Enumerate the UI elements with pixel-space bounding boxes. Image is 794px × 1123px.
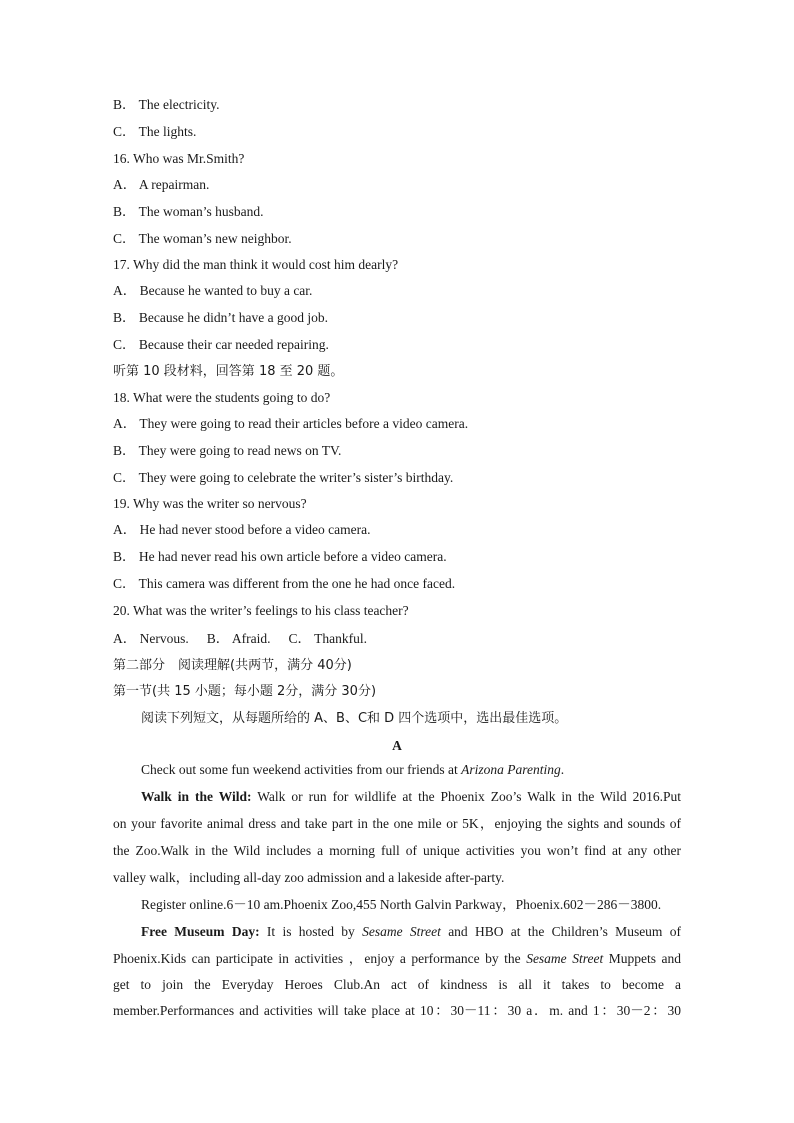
q20-question: 20. What was the writer’s feelings to his class teacher? (113, 603, 409, 618)
walk-line-3: the Zoo.Walk in the Wild includes a morning full of unique activities you won’t find at any other (113, 843, 681, 858)
museum-text-2b: Muppets and (603, 951, 682, 966)
q20-option-c: C． Thankful. (288, 631, 367, 646)
q19-option-a: A． He had never stood before a video camera. (113, 522, 371, 537)
part2-section1: 第一节(共 15 小题；每小题 2分，满分 30分) (113, 684, 377, 699)
intro-source: Arizona Parenting (461, 762, 561, 777)
museum-line-1 (141, 923, 681, 941)
q19-question: 19. Why was the writer so nervous? (113, 496, 307, 511)
museum-line-2 (113, 950, 681, 968)
q17-option-c: C． Because their car needed repairing. (113, 337, 329, 352)
museum-show-1: Sesame Street (362, 924, 441, 939)
part2-heading: 第二部分 阅读理解(共两节，满分 40分) (113, 658, 352, 673)
museum-text-2a: Phoenix.Kids can participate in activities ，enjoy a performance by the (113, 951, 527, 966)
q18-option-c: C． They were going to celebrate the writer’s sister’s birthday. (113, 470, 454, 485)
q16-option-b: B． The woman’s husband. (113, 204, 264, 219)
q16-question: 16. Who was Mr.Smith? (113, 151, 245, 166)
q19-option-b: B． He had never read his own article before a video camera. (113, 549, 447, 564)
walk-line-1 (141, 788, 681, 806)
q18-option-a: A． They were going to read their articles before a video camera. (113, 416, 469, 431)
q18-option-b: B． They were going to read news on TV. (113, 443, 342, 458)
q17-option-a: A． Because he wanted to buy a car. (113, 283, 313, 298)
section-note: 听第 10 段材料，回答第 18 至 20 题。 (113, 364, 344, 379)
q17-question: 17. Why did the man think it would cost him dearly? (113, 257, 399, 272)
q16-option-a: A． A repairman. (113, 177, 210, 192)
q20-option-a: A． Nervous. (113, 631, 189, 646)
walk-text-1: Walk or run for wildlife at the Phoenix Zoo’s Walk in the Wild 2016.Put (251, 789, 681, 804)
walk-line-4: valley walk，including all-day zoo admission and a lakeside after-party. (113, 870, 505, 885)
q20-option-b: B． Afraid. (206, 631, 271, 646)
q20-options (113, 630, 367, 648)
q15-option-b: B． The electricity. (113, 97, 220, 112)
q19-option-c: C． This camera was different from the one he had once faced. (113, 576, 456, 591)
intro-text: Check out some fun weekend activities from our friends at (141, 762, 462, 777)
q17-option-b: B． Because he didn’t have a good job. (113, 310, 328, 325)
walk-line-2: on your favorite animal dress and take part in the one mile or 5K，enjoying the sights and sounds of (113, 816, 681, 831)
museum-line-4: member.Performances and activities will take place at 10：30－11：30 a．m. and 1：30－2：30 (113, 1003, 681, 1018)
museum-text-1b: and HBO at the Children’s Museum of (440, 924, 681, 939)
museum-show-2: Sesame Street (526, 951, 604, 966)
intro-end: . (560, 762, 565, 777)
museum-text-1a: It is hosted by (259, 924, 363, 939)
q16-option-c: C． The woman’s new neighbor. (113, 231, 292, 246)
register-line: Register online.6－10 am.Phoenix Zoo,455 North Galvin Parkway，Phoenix.602－286－3800. (141, 897, 662, 912)
q15-option-c: C． The lights. (113, 124, 197, 139)
museum-line-3: get to join the Everyday Heroes Club.An act of kindness is all it takes to become a (113, 977, 681, 992)
part2-instruction: 阅读下列短文，从每题所给的 A、B、C和 D 四个选项中，选出最佳选项。 (141, 711, 568, 726)
walk-title: Walk in the Wild: (141, 789, 252, 804)
museum-title: Free Museum Day: (141, 924, 260, 939)
q18-question: 18. What were the students going to do? (113, 390, 331, 405)
passage-label: A (392, 738, 402, 753)
passage-intro (141, 761, 564, 779)
